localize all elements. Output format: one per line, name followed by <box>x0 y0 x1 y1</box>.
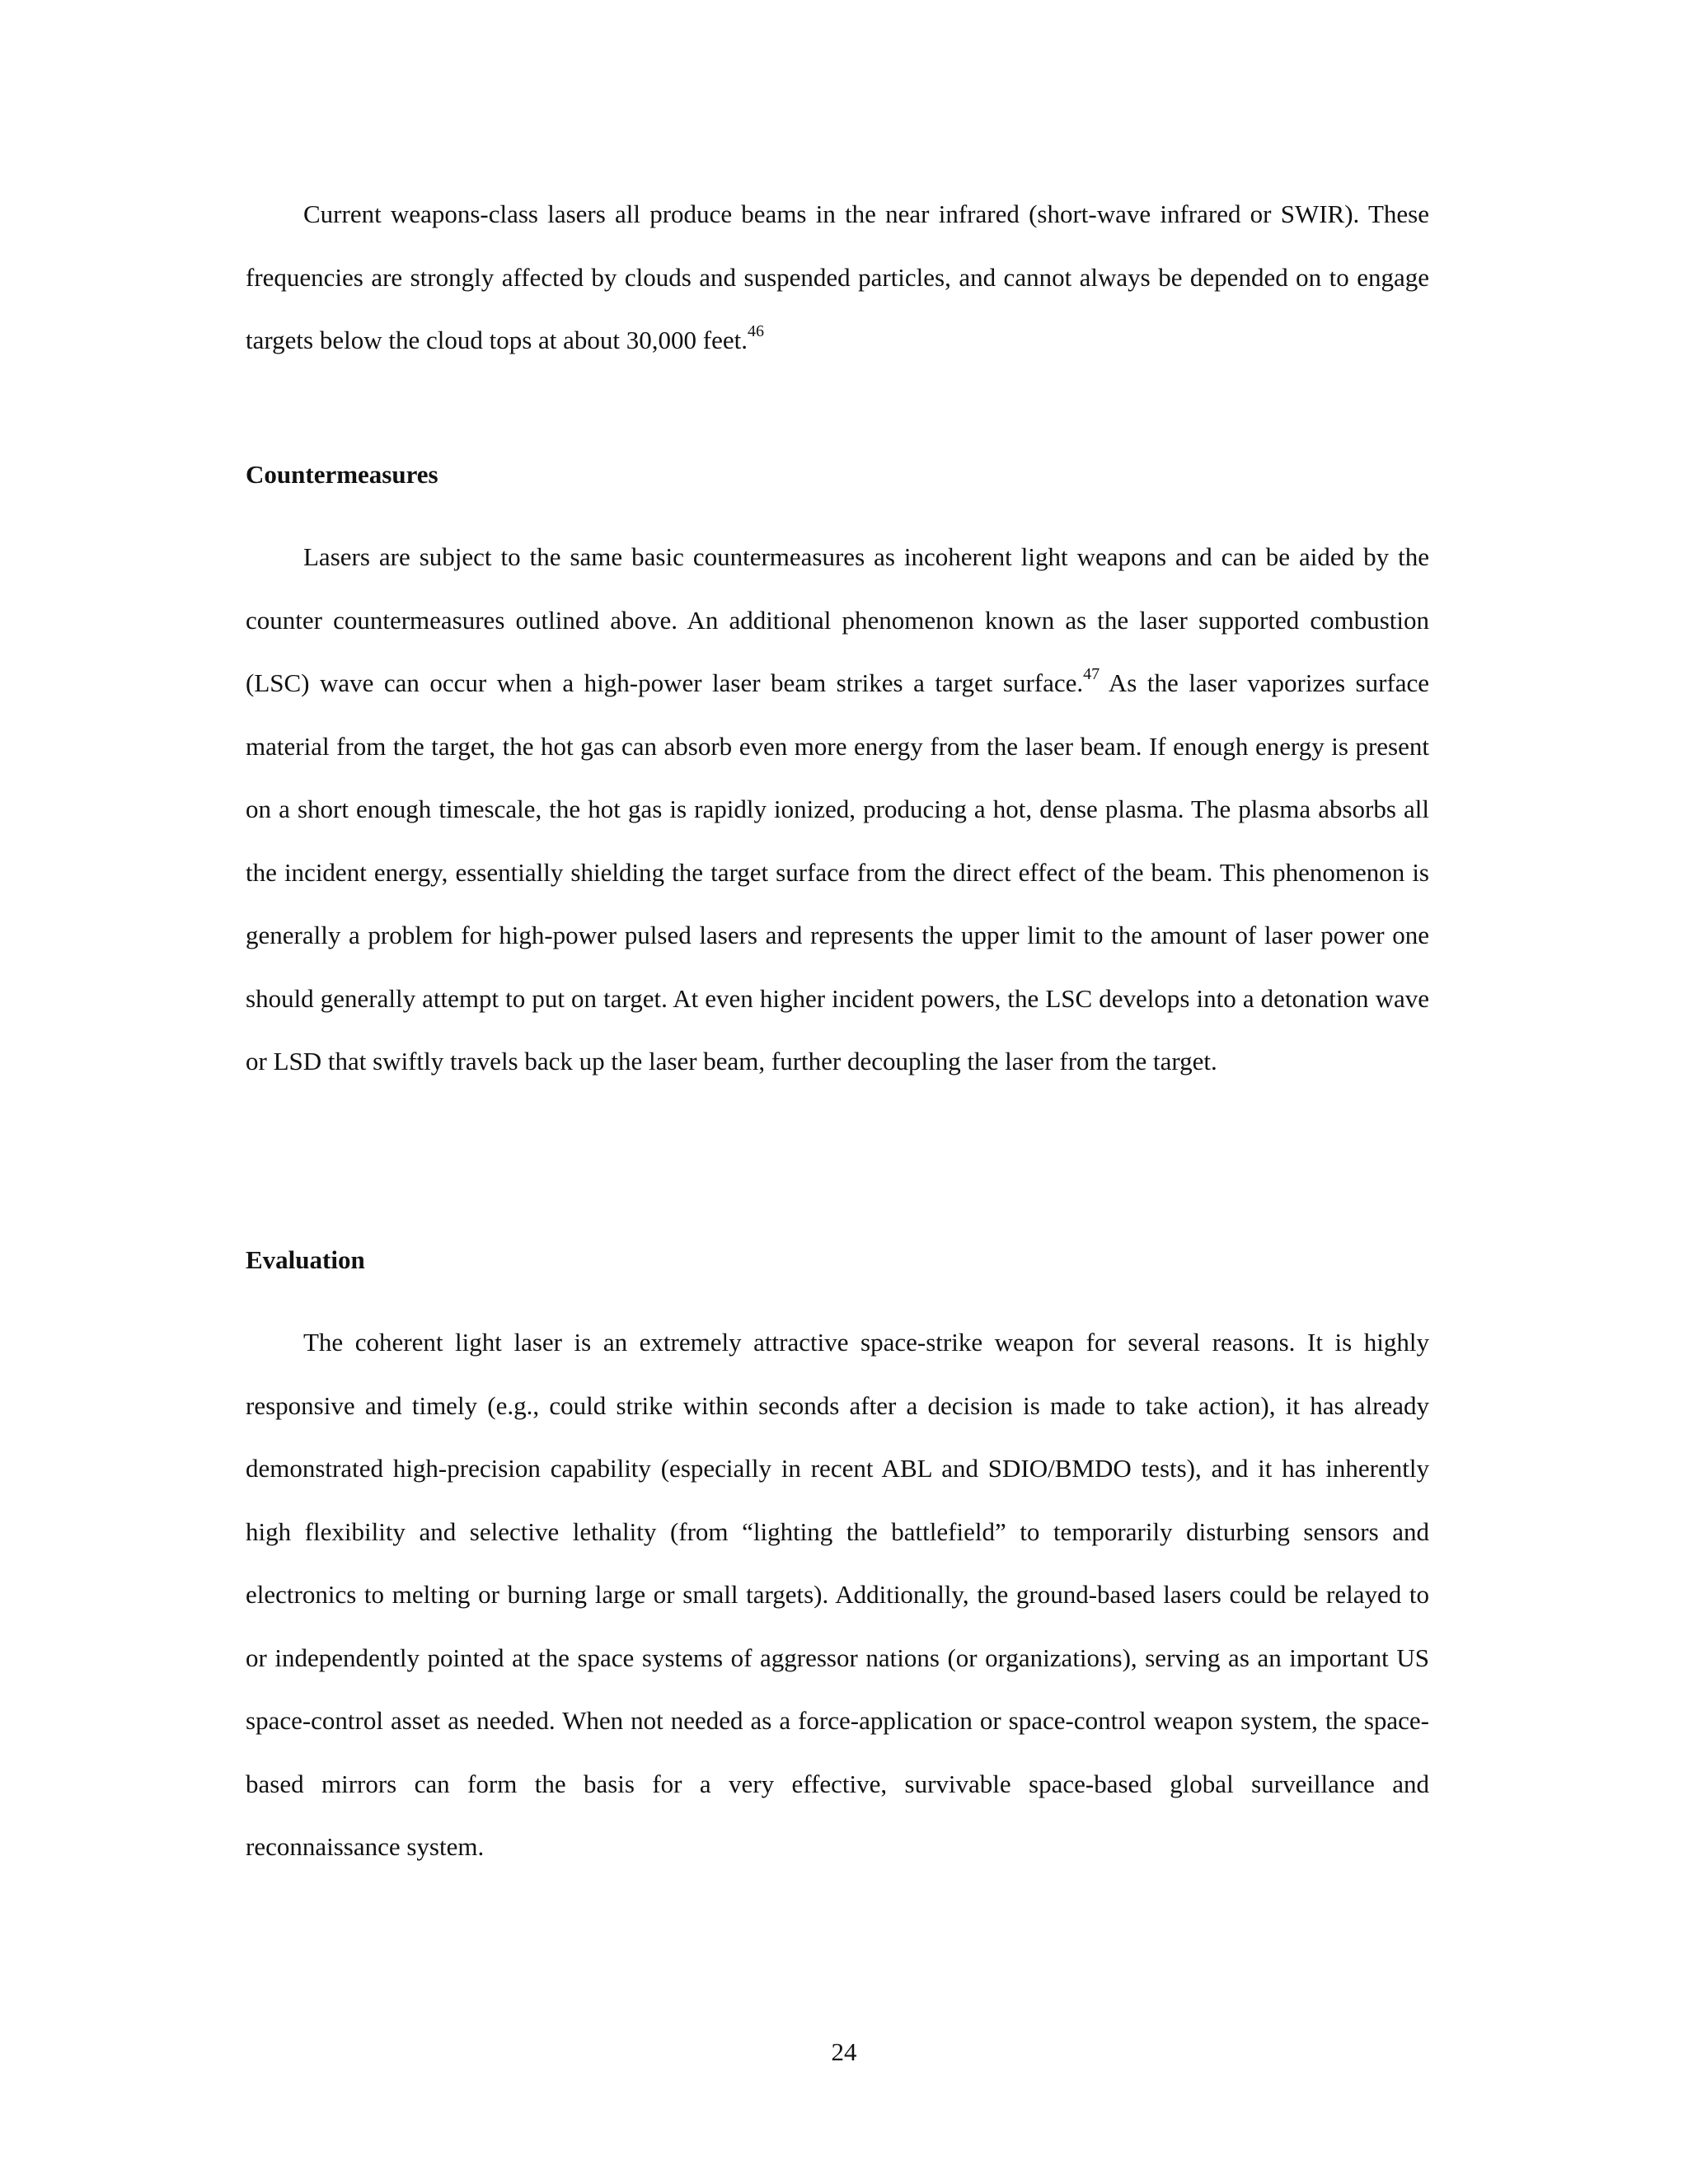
paragraph-text-part-a: Lasers are subject to the same basic countermeasures as incoherent light weapons and can be aided by the counter countermeasures outlined above. An additional phenomenon known as the laser supported combustion (LSC) wave can occur when a high-power laser beam strikes a target surface. <box>246 542 1429 697</box>
section-heading-evaluation: Evaluation <box>246 1245 365 1274</box>
paragraph-evaluation <box>246 1311 1429 1879</box>
paragraph-countermeasures <box>246 526 1429 1094</box>
footnote-marker-47: 47 <box>1083 664 1100 683</box>
paragraph-text: Current weapons-class lasers all produce beams in the near infrared (short-wave infrared or SWIR). These frequencies are strongly affected by clouds and suspended particles, and cannot always be depended on to engage targets below the cloud tops at about 30,000 feet. <box>246 199 1429 354</box>
paragraph-lasers-infrared <box>246 183 1429 373</box>
paragraph-text: The coherent light laser is an extremely attractive space-strike weapon for several reasons. It is highly responsive and timely (e.g., could strike within seconds after a decision is made to take action), it has already demonstrated high-precision capability (especially in recent ABL and SDIO/BMDO tests), and it has inherently high flexibility and selective lethality (from “lighting the battlefield” to temporarily disturbing sensors and electronics to melting or burning large or small targets). Additionally, the ground-based lasers could be relayed to or independently pointed at the space systems of aggressor nations (or organizations), serving as an important US space-control asset as needed. When not needed as a force-application or space-control weapon system, the space-based mirrors can form the basis for a very effective, survivable space-based global surveillance and reconnaissance system. <box>246 1328 1429 1861</box>
page-number: 24 <box>831 2037 857 2066</box>
paragraph-text-part-b: As the laser vaporizes surface material from the target, the hot gas can absorb even more energy from the laser beam. If enough energy is present on a short enough timescale, the hot gas is rapidly ionized, producing a hot, dense plasma. The plasma absorbs all the incident energy, essentially shielding the target surface from the direct effect of the beam. This phenomenon is generally a problem for high-power pulsed lasers and represents the upper limit to the amount of laser power one should generally attempt to put on target. At even higher incident powers, the LSC develops into a detonation wave or LSD that swiftly travels back up the laser beam, further decoupling the laser from the target. <box>246 668 1429 1076</box>
section-heading-countermeasures: Countermeasures <box>246 460 438 489</box>
footnote-marker-46: 46 <box>747 321 764 340</box>
